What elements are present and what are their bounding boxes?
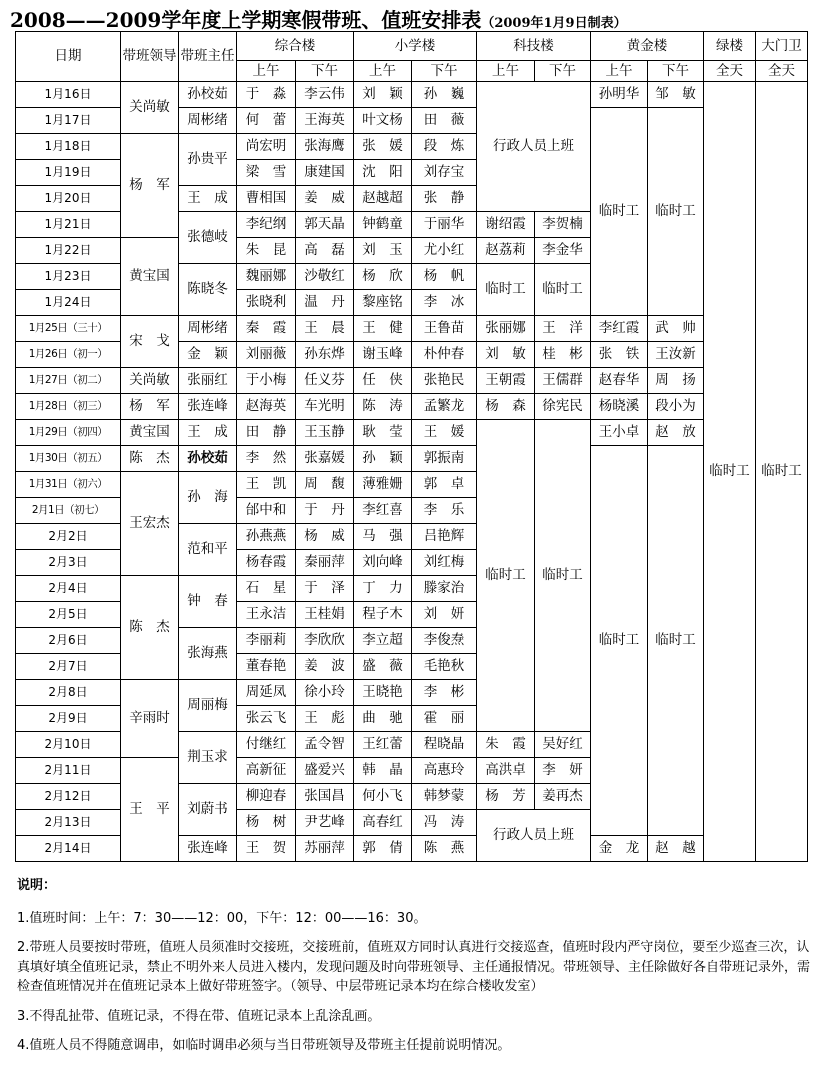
keji-am-cell: 高洪卓 [477,758,535,784]
date-cell: 2月7日 [16,654,121,680]
huangjin-temp-cell: 临时工 [648,108,704,316]
header-pm: 下午 [648,61,704,82]
notes-section [17,876,812,1066]
xiaoxue-am-cell: 张 媛 [354,134,412,160]
keji-am-cell: 王朝霞 [477,368,535,394]
header-am: 上午 [477,61,535,82]
xiaoxue-am-cell: 王晓艳 [354,680,412,706]
leader-cell: 杨 军 [121,134,179,238]
zonghe-pm-cell: 周 馥 [296,472,354,498]
zonghe-am-cell: 付继红 [237,732,296,758]
zonghe-am-cell: 邰中和 [237,498,296,524]
xiaoxue-am-cell: 任 侠 [354,368,412,394]
xiaoxue-am-cell: 耿 莹 [354,420,412,446]
director-cell: 范和平 [179,524,237,576]
xiaoxue-am-cell: 王红蕾 [354,732,412,758]
xiaoxue-pm-cell: 杨 帆 [412,264,477,290]
date-cell: 1月25日（三十） [16,316,121,342]
xiaoxue-am-cell: 黎座铭 [354,290,412,316]
zonghe-am-cell: 刘丽薇 [237,342,296,368]
huangjin-pm-cell: 赵 放 [648,420,704,446]
date-cell: 1月20日 [16,186,121,212]
date-cell: 2月1日（初七） [16,498,121,524]
zonghe-am-cell: 高新征 [237,758,296,784]
keji-pm-cell: 李贺楠 [535,212,591,238]
zonghe-am-cell: 董春艳 [237,654,296,680]
huangjin-am-cell: 李红霞 [591,316,648,342]
zonghe-am-cell: 李纪纲 [237,212,296,238]
xiaoxue-pm-cell: 朴仲春 [412,342,477,368]
zonghe-am-cell: 孙燕燕 [237,524,296,550]
xiaoxue-pm-cell: 毛艳秋 [412,654,477,680]
director-cell: 周丽梅 [179,680,237,732]
date-cell: 1月16日 [16,82,121,108]
director-cell: 孙校茹 [179,82,237,108]
keji-pm-cell: 李 妍 [535,758,591,784]
xiaoxue-am-cell: 薄雅姗 [354,472,412,498]
date-cell: 1月23日 [16,264,121,290]
header-am: 上午 [237,61,296,82]
zonghe-am-cell: 于 淼 [237,82,296,108]
huangjin-am-cell: 赵春华 [591,368,648,394]
xiaoxue-am-cell: 郭 倩 [354,836,412,862]
zonghe-am-cell: 赵海英 [237,394,296,420]
director-cell: 孙 海 [179,472,237,524]
huangjin-temp-cell: 临时工 [591,446,648,836]
date-cell: 1月21日 [16,212,121,238]
page-title [10,4,815,30]
keji-am-cell: 朱 霞 [477,732,535,758]
xiaoxue-pm-cell: 张 静 [412,186,477,212]
zonghe-pm-cell: 车光明 [296,394,354,420]
xiaoxue-pm-cell: 李 冰 [412,290,477,316]
xiaoxue-pm-cell: 王 媛 [412,420,477,446]
xiaoxue-am-cell: 叶文杨 [354,108,412,134]
duty-schedule-table [15,31,808,862]
date-cell: 1月30日（初五） [16,446,121,472]
xiaoxue-pm-cell: 张艳民 [412,368,477,394]
zonghe-pm-cell: 王海英 [296,108,354,134]
xiaoxue-pm-cell: 郭 卓 [412,472,477,498]
zonghe-pm-cell: 温 丹 [296,290,354,316]
date-cell: 1月19日 [16,160,121,186]
zonghe-am-cell: 杨春霞 [237,550,296,576]
date-cell: 1月28日（初三） [16,394,121,420]
xiaoxue-am-cell: 赵越超 [354,186,412,212]
huangjin-temp-cell: 临时工 [648,446,704,836]
zonghe-pm-cell: 姜 波 [296,654,354,680]
zonghe-pm-cell: 于 泽 [296,576,354,602]
huangjin-pm-cell: 邹 敏 [648,82,704,108]
zonghe-am-cell: 王 凯 [237,472,296,498]
xiaoxue-pm-cell: 高惠玲 [412,758,477,784]
zonghe-am-cell: 周延凤 [237,680,296,706]
zonghe-am-cell: 魏丽娜 [237,264,296,290]
xiaoxue-am-cell: 王 健 [354,316,412,342]
director-cell: 钟 春 [179,576,237,628]
lvlou-cell: 临时工 [704,82,756,862]
xiaoxue-am-cell: 马 强 [354,524,412,550]
xiaoxue-pm-cell: 孙 巍 [412,82,477,108]
director-cell: 周彬绪 [179,108,237,134]
header-building: 小学楼 [354,32,477,61]
date-cell: 1月27日（初二） [16,368,121,394]
xiaoxue-am-cell: 曲 驰 [354,706,412,732]
xiaoxue-pm-cell: 郭振南 [412,446,477,472]
xiaoxue-pm-cell: 刘存宝 [412,160,477,186]
zonghe-pm-cell: 王玉静 [296,420,354,446]
zonghe-pm-cell: 任义芬 [296,368,354,394]
xiaoxue-pm-cell: 滕家治 [412,576,477,602]
zonghe-pm-cell: 张嘉媛 [296,446,354,472]
zonghe-pm-cell: 王桂娟 [296,602,354,628]
zonghe-pm-cell: 秦丽萍 [296,550,354,576]
zonghe-am-cell: 张云飞 [237,706,296,732]
date-cell: 1月26日（初一） [16,342,121,368]
xiaoxue-am-cell: 刘 颖 [354,82,412,108]
director-cell: 张德岐 [179,212,237,264]
zonghe-am-cell: 曹相国 [237,186,296,212]
director-cell: 王 成 [179,186,237,212]
zonghe-am-cell: 秦 霞 [237,316,296,342]
xiaoxue-pm-cell: 程晓晶 [412,732,477,758]
zonghe-am-cell: 何 蕾 [237,108,296,134]
gate-cell: 临时工 [756,82,808,862]
huangjin-pm-cell: 王汝新 [648,342,704,368]
keji-temp-cell: 临时工 [477,264,535,316]
zonghe-pm-cell: 王 晨 [296,316,354,342]
keji-temp-cell: 临时工 [535,264,591,316]
huangjin-am-cell: 孙明华 [591,82,648,108]
xiaoxue-pm-cell: 韩梦蒙 [412,784,477,810]
keji-pm-cell: 王 洋 [535,316,591,342]
huangjin-am-cell: 张 铁 [591,342,648,368]
keji-pm-cell: 李金华 [535,238,591,264]
keji-am-cell: 刘 敏 [477,342,535,368]
director-cell: 金 颖 [179,342,237,368]
leader-cell: 王宏杰 [121,472,179,576]
note-item: 1.值班时间：上午：7：30——12：00，下午：12：00——16：30。 [17,910,427,926]
date-cell: 1月18日 [16,134,121,160]
date-cell: 2月13日 [16,810,121,836]
zonghe-am-cell: 王 贺 [237,836,296,862]
leader-cell: 黄宝国 [121,420,179,446]
date-cell: 2月9日 [16,706,121,732]
leader-cell: 关尚敏 [121,82,179,134]
keji-temp-cell: 临时工 [477,420,535,732]
zonghe-am-cell: 梁 雪 [237,160,296,186]
header-building: 黄金楼 [591,32,704,61]
xiaoxue-am-cell: 孙 颖 [354,446,412,472]
xiaoxue-am-cell: 杨 欣 [354,264,412,290]
leader-cell: 陈 杰 [121,446,179,472]
xiaoxue-am-cell: 钟鹤童 [354,212,412,238]
huangjin-pm-cell: 周 扬 [648,368,704,394]
xiaoxue-pm-cell: 段 炼 [412,134,477,160]
huangjin-pm-cell: 武 帅 [648,316,704,342]
date-cell: 2月8日 [16,680,121,706]
notes-title: 说明： [17,878,57,893]
zonghe-am-cell: 杨 树 [237,810,296,836]
title-main: 2008——2009学年度上学期寒假带班、值班安排表 [10,8,482,32]
keji-am-cell: 谢绍霞 [477,212,535,238]
zonghe-am-cell: 石 星 [237,576,296,602]
zonghe-am-cell: 李 然 [237,446,296,472]
header-allday: 全天 [704,61,756,82]
zonghe-pm-cell: 李云伟 [296,82,354,108]
note-item: 3.不得乱扯带、值班记录，不得在带、值班记录本上乱涂乱画。 [17,1008,381,1024]
date-cell: 2月5日 [16,602,121,628]
zonghe-am-cell: 李丽莉 [237,628,296,654]
date-cell: 2月6日 [16,628,121,654]
xiaoxue-pm-cell: 霍 丽 [412,706,477,732]
zonghe-pm-cell: 孙东烨 [296,342,354,368]
zonghe-pm-cell: 郭天晶 [296,212,354,238]
xiaoxue-pm-cell: 田 薇 [412,108,477,134]
xiaoxue-am-cell: 高春红 [354,810,412,836]
zonghe-am-cell: 朱 昆 [237,238,296,264]
xiaoxue-am-cell: 韩 晶 [354,758,412,784]
leader-cell: 陈 杰 [121,576,179,680]
header-pm: 下午 [412,61,477,82]
date-cell: 2月14日 [16,836,121,862]
zonghe-pm-cell: 徐小玲 [296,680,354,706]
huangjin-am-cell: 杨晓溪 [591,394,648,420]
zonghe-pm-cell: 于 丹 [296,498,354,524]
date-cell: 2月12日 [16,784,121,810]
zonghe-am-cell: 田 静 [237,420,296,446]
leader-cell: 王 平 [121,758,179,862]
header-building: 绿楼 [704,32,756,61]
xiaoxue-am-cell: 沈 阳 [354,160,412,186]
xiaoxue-pm-cell: 孟繁龙 [412,394,477,420]
header-am: 上午 [354,61,412,82]
zonghe-pm-cell: 苏丽萍 [296,836,354,862]
keji-am-cell: 张丽娜 [477,316,535,342]
leader-cell: 宋 戈 [121,316,179,368]
xiaoxue-am-cell: 刘向峰 [354,550,412,576]
leader-cell: 辛雨时 [121,680,179,758]
keji-am-cell: 杨 森 [477,394,535,420]
keji-am-cell: 赵荔莉 [477,238,535,264]
huangjin-am-cell: 金 龙 [591,836,648,862]
xiaoxue-am-cell: 盛 薇 [354,654,412,680]
leader-cell: 杨 军 [121,394,179,420]
xiaoxue-pm-cell: 吕艳辉 [412,524,477,550]
date-cell: 2月2日 [16,524,121,550]
xiaoxue-am-cell: 李红喜 [354,498,412,524]
director-cell: 张连峰 [179,394,237,420]
zonghe-pm-cell: 高 磊 [296,238,354,264]
director-cell: 陈晓冬 [179,264,237,316]
xiaoxue-am-cell: 谢玉峰 [354,342,412,368]
leader-cell: 黄宝国 [121,238,179,316]
zonghe-am-cell: 尚宏明 [237,134,296,160]
zonghe-pm-cell: 孟令智 [296,732,354,758]
header-director: 带班主任 [179,32,237,82]
date-cell: 1月31日（初六） [16,472,121,498]
keji-admin-cell: 行政人员上班 [477,810,591,862]
keji-pm-cell: 徐宪民 [535,394,591,420]
zonghe-pm-cell: 盛爱兴 [296,758,354,784]
note-item: 2.带班人员要按时带班，值班人员须准时交接班，交接班前，值班双方同时认真进行交接巡查，值班时段内严守岗位，要至少巡查三次，认真填好填全值班记录，禁止不明外来人员进入楼内，发现问题及时向带班领导、主任通报情况。带班领导、主任除做好各自带班记录外，需检查值班情况并在值班记录本上做好带班签字。（领导、中层带班记录本均在综合楼收发室） [17,940,811,994]
zonghe-am-cell: 于小梅 [237,368,296,394]
date-cell: 1月24日 [16,290,121,316]
xiaoxue-pm-cell: 刘 妍 [412,602,477,628]
zonghe-pm-cell: 张国昌 [296,784,354,810]
director-cell: 张海燕 [179,628,237,680]
xiaoxue-am-cell: 丁 力 [354,576,412,602]
keji-pm-cell: 吴好红 [535,732,591,758]
date-cell: 2月4日 [16,576,121,602]
director-cell: 孙贵平 [179,134,237,186]
date-cell: 1月17日 [16,108,121,134]
keji-pm-cell: 桂 彬 [535,342,591,368]
header-allday: 全天 [756,61,808,82]
note-item: 4.值班人员不得随意调串，如临时调串必须与当日带班领导及带班主任提前说明情况。 [17,1038,511,1053]
huangjin-temp-cell: 临时工 [591,108,648,316]
xiaoxue-pm-cell: 刘红梅 [412,550,477,576]
header-pm: 下午 [535,61,591,82]
director-cell: 张丽红 [179,368,237,394]
header-leader: 带班领导 [121,32,179,82]
header-building: 大门卫 [756,32,808,61]
xiaoxue-pm-cell: 冯 涛 [412,810,477,836]
director-cell: 王 成 [179,420,237,446]
xiaoxue-pm-cell: 王鲁苗 [412,316,477,342]
keji-pm-cell: 王儒群 [535,368,591,394]
xiaoxue-am-cell: 陈 涛 [354,394,412,420]
date-cell: 2月10日 [16,732,121,758]
huangjin-am-cell: 王小卓 [591,420,648,446]
xiaoxue-pm-cell: 于丽华 [412,212,477,238]
xiaoxue-am-cell: 程子木 [354,602,412,628]
keji-am-cell: 杨 芳 [477,784,535,810]
header-date: 日期 [16,32,121,82]
director-cell: 张连峰 [179,836,237,862]
zonghe-am-cell: 王永洁 [237,602,296,628]
xiaoxue-am-cell: 何小飞 [354,784,412,810]
leader-cell: 关尚敏 [121,368,179,394]
zonghe-pm-cell: 姜 威 [296,186,354,212]
director-cell: 荆玉求 [179,732,237,784]
keji-pm-cell: 姜再杰 [535,784,591,810]
zonghe-pm-cell: 王 彪 [296,706,354,732]
xiaoxue-pm-cell: 李俊焘 [412,628,477,654]
director-cell: 周彬绪 [179,316,237,342]
header-building: 科技楼 [477,32,591,61]
zonghe-pm-cell: 沙敬红 [296,264,354,290]
xiaoxue-pm-cell: 李 彬 [412,680,477,706]
zonghe-pm-cell: 杨 威 [296,524,354,550]
zonghe-pm-cell: 张海鹰 [296,134,354,160]
header-pm: 下午 [296,61,354,82]
xiaoxue-am-cell: 刘 玉 [354,238,412,264]
header-building: 综合楼 [237,32,354,61]
director-cell: 刘蔚书 [179,784,237,836]
huangjin-pm-cell: 赵 越 [648,836,704,862]
date-cell: 1月29日（初四） [16,420,121,446]
xiaoxue-am-cell: 李立超 [354,628,412,654]
title-date: （2009年1月9日制表） [481,16,627,31]
zonghe-am-cell: 张晓利 [237,290,296,316]
keji-admin-cell: 行政人员上班 [477,82,591,212]
date-cell: 2月11日 [16,758,121,784]
zonghe-pm-cell: 尹艺峰 [296,810,354,836]
header-am: 上午 [591,61,648,82]
keji-temp-cell: 临时工 [535,420,591,732]
zonghe-am-cell: 柳迎春 [237,784,296,810]
date-cell: 1月22日 [16,238,121,264]
xiaoxue-pm-cell: 李 乐 [412,498,477,524]
zonghe-pm-cell: 康建国 [296,160,354,186]
huangjin-pm-cell: 段小为 [648,394,704,420]
director-cell: 孙校茹 [179,446,237,472]
xiaoxue-pm-cell: 陈 燕 [412,836,477,862]
date-cell: 2月3日 [16,550,121,576]
zonghe-pm-cell: 李欣欣 [296,628,354,654]
xiaoxue-pm-cell: 尤小红 [412,238,477,264]
